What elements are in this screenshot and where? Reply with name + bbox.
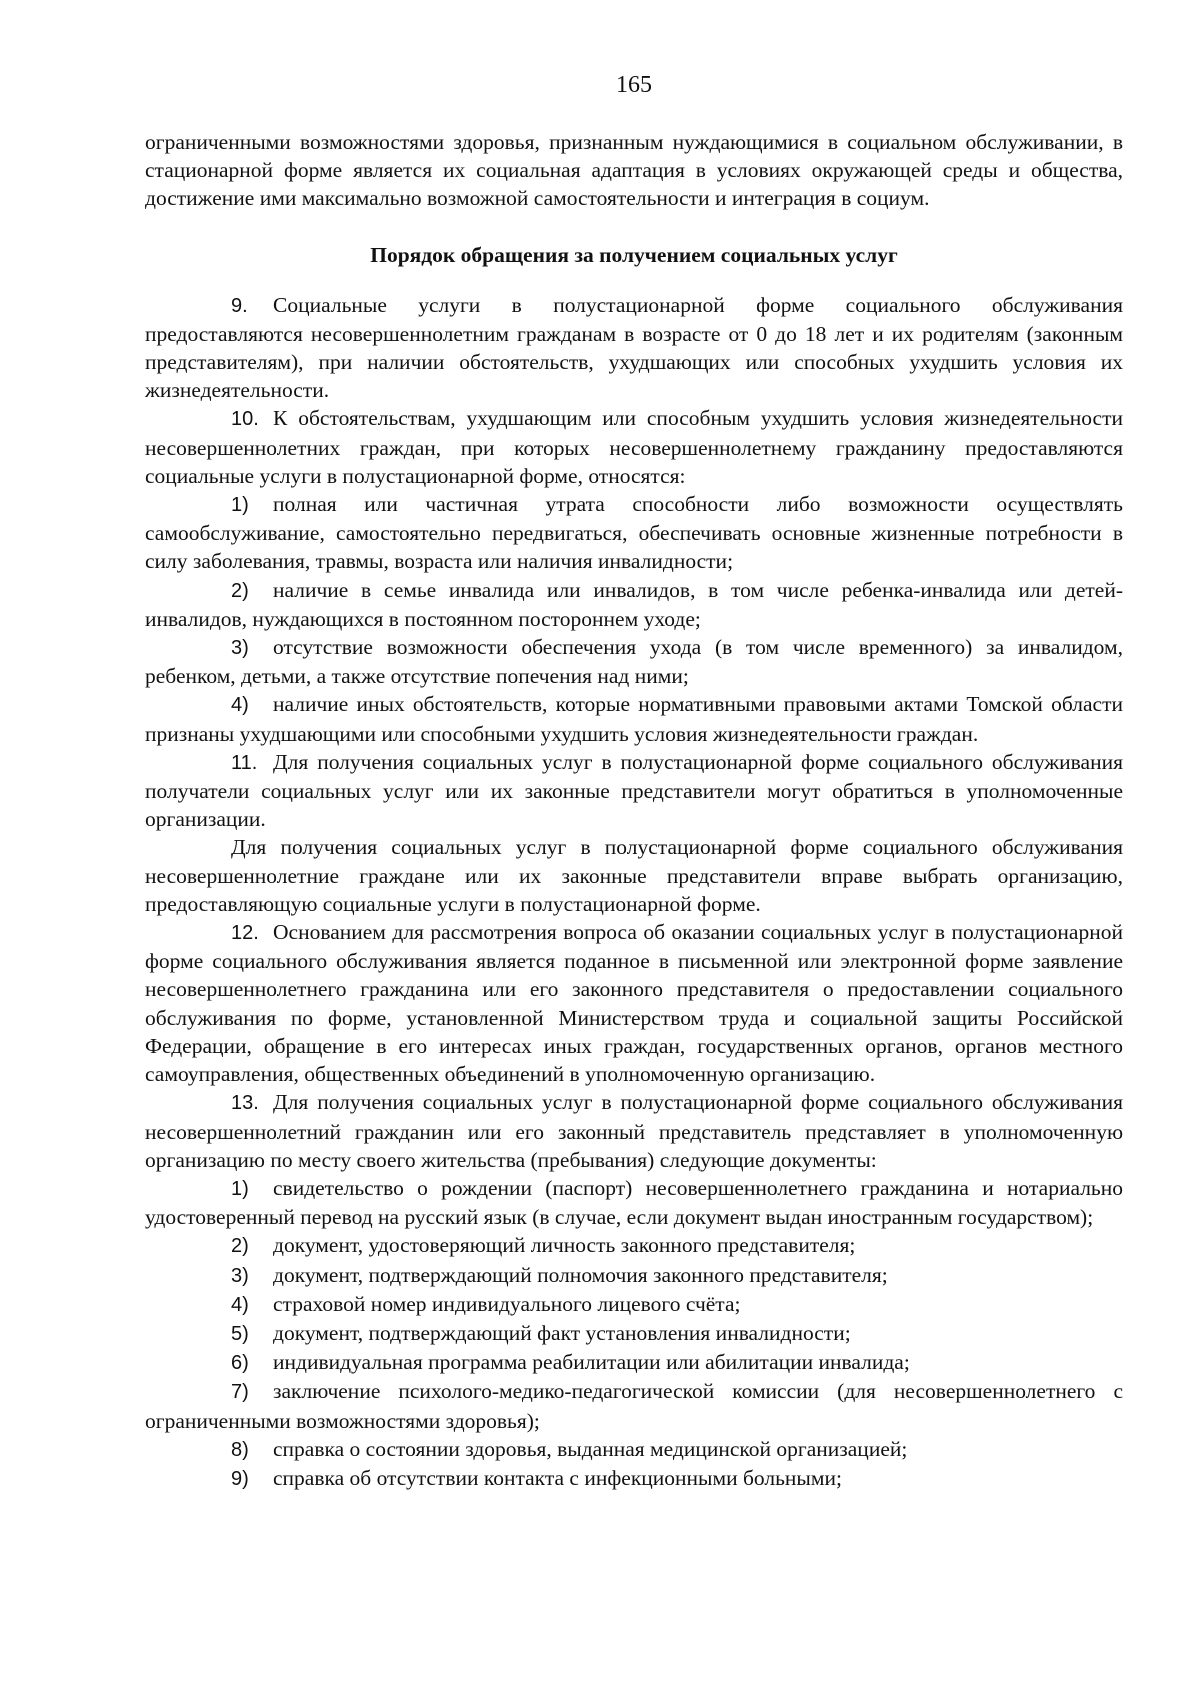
- paragraph-9: [145, 291, 1123, 405]
- item-number: 9): [231, 1467, 249, 1490]
- paragraph-text: заключение психолого-медико-педагогической комиссии (для несовершеннолетнего с ограниченными возможностями здоровья);: [145, 1379, 1123, 1433]
- paragraph-text: наличие в семье инвалида или инвалидов, в том числе ребенка-инвалида или детей-инвалидов, нуждающихся в постоянном постороннем уходе;: [145, 577, 1123, 631]
- item-number: 11.: [231, 751, 258, 774]
- list-item-13-6: [145, 1348, 1123, 1377]
- item-number: 8): [231, 1438, 249, 1461]
- list-item-10-4: [145, 690, 1123, 747]
- item-number: 3): [231, 637, 249, 660]
- item-number: 13.: [231, 1092, 259, 1115]
- paragraph-text: справка об отсутствии контакта с инфекционными больными;: [273, 1465, 842, 1490]
- paragraph-text: Социальные услуги в полустационарной форме социального обслуживания предоставляются несовершеннолетним гражданам в возрасте от 0 до 18 лет и их родителям (законным представителям), при наличии обстоятельств, ухудшающих или способных ухудшить условия их жизнедеятельности.: [145, 292, 1123, 403]
- paragraph-13: [145, 1088, 1123, 1174]
- paragraph-text: документ, подтверждающий факт установления инвалидности;: [273, 1320, 851, 1345]
- item-number: 3): [231, 1264, 249, 1287]
- paragraph-text: наличие иных обстоятельств, которые нормативными правовыми актами Томской области признаны ухудшающими или способными ухудшить условия жизнедеятельности граждан.: [145, 692, 1123, 746]
- paragraph-11-continued: [145, 833, 1123, 918]
- paragraph-text: страховой номер индивидуального лицевого счёта;: [273, 1291, 741, 1316]
- item-number: 6): [231, 1352, 249, 1375]
- paragraph-text: свидетельство о рождении (паспорт) несовершеннолетнего гражданина и нотариально удостоверенный перевод на русский язык (в случае, если документ выдан иностранным государством);: [145, 1175, 1123, 1230]
- item-number: 9.: [231, 294, 248, 317]
- paragraph-text: Для получения социальных услуг в полустационарной форме социального обслуживания несовершеннолетние граждане или их законные представители вправе выбрать организацию, предоставляющую социальные услуги в полустационарной форме.: [145, 835, 1123, 916]
- intro-paragraph: ограниченными возможностями здоровья, признанным нуждающимися в социальном обслуживании, в стационарной форме является их социальная адаптация в условиях окружающей среды и общества, достижение ими максимально возможной самостоятельности и интеграция в социум.: [145, 130, 1123, 211]
- paragraph-text: Для получения социальных услуг в полустационарной форме социального обслуживания несовершеннолетний гражданин или его законный представитель представляет в уполномоченную организацию по месту своего жительства (пребывания) следующие документы:: [145, 1090, 1123, 1172]
- item-number: 2): [231, 1235, 249, 1258]
- paragraph-text: документ, подтверждающий полномочия законного представителя;: [273, 1262, 888, 1287]
- paragraph-11: [145, 748, 1123, 834]
- paragraph-text: справка о состоянии здоровья, выданная медицинской организацией;: [273, 1436, 908, 1461]
- paragraph-text: отсутствие возможности обеспечения ухода (в том числе временного) за инвалидом, ребенком, детьми, а также отсутствие попечения над ними;: [145, 635, 1123, 689]
- section-heading: Порядок обращения за получением социальных услуг: [370, 242, 898, 267]
- item-number: 5): [231, 1322, 249, 1345]
- list-item-13-8: [145, 1435, 1123, 1464]
- paragraph-text: полная или частичная утрата способности либо возможности осуществлять самообслуживание, самостоятельно передвигаться, обеспечивать основные жизненные потребности в силу заболевания, травмы, возраста или наличия инвалидности;: [145, 492, 1123, 574]
- item-number: 1): [231, 494, 249, 517]
- list-item-10-1: [145, 490, 1123, 576]
- paragraph-text: Основанием для рассмотрения вопроса об оказании социальных услуг в полустационарной форме социального обслуживания является поданное в письменной или электронной форме заявление несовершеннолетнего гражданина или его законного представителя о предоставлении социального обслуживания по форме, установленной Министерством труда и социальной защиты Российской Федерации, обращение в его интересах иных граждан, государственных органов, органов местного самоуправления, общественных объединений в уполномоченную организацию.: [145, 920, 1123, 1087]
- list-item-13-1: [145, 1174, 1123, 1231]
- item-number: 1): [231, 1177, 249, 1200]
- paragraph-text: индивидуальная программа реабилитации или абилитации инвалида;: [273, 1350, 910, 1375]
- item-number: 10.: [231, 408, 259, 431]
- list-item-13-7: [145, 1377, 1123, 1434]
- list-item-13-2: [145, 1231, 1123, 1260]
- list-item-13-3: [145, 1261, 1123, 1290]
- list-item-13-9: [145, 1464, 1123, 1493]
- list-item-13-5: [145, 1319, 1123, 1348]
- item-number: 12.: [231, 922, 259, 945]
- item-number: 7): [231, 1381, 249, 1404]
- item-number: 4): [231, 1293, 249, 1316]
- page-number: 165: [616, 72, 652, 98]
- document-page: [145, 70, 1123, 1493]
- item-number: 4): [231, 694, 249, 717]
- paragraph-text: документ, удостоверяющий личность законного представителя;: [273, 1233, 856, 1258]
- item-number: 2): [231, 579, 249, 602]
- paragraph-12: [145, 918, 1123, 1088]
- list-item-13-4: [145, 1290, 1123, 1319]
- paragraph-10: [145, 404, 1123, 490]
- list-item-10-3: [145, 633, 1123, 690]
- list-item-10-2: [145, 576, 1123, 633]
- paragraph-text: Для получения социальных услуг в полустационарной форме социального обслуживания получатели социальных услуг или их законные представители могут обратиться в уполномоченные организации.: [145, 749, 1123, 832]
- paragraph-text: К обстоятельствам, ухудшающим или способным ухудшить условия жизнедеятельности несовершеннолетних граждан, при которых несовершеннолетнему гражданину предоставляются социальные услуги в полустационарной форме, относятся:: [145, 406, 1123, 488]
